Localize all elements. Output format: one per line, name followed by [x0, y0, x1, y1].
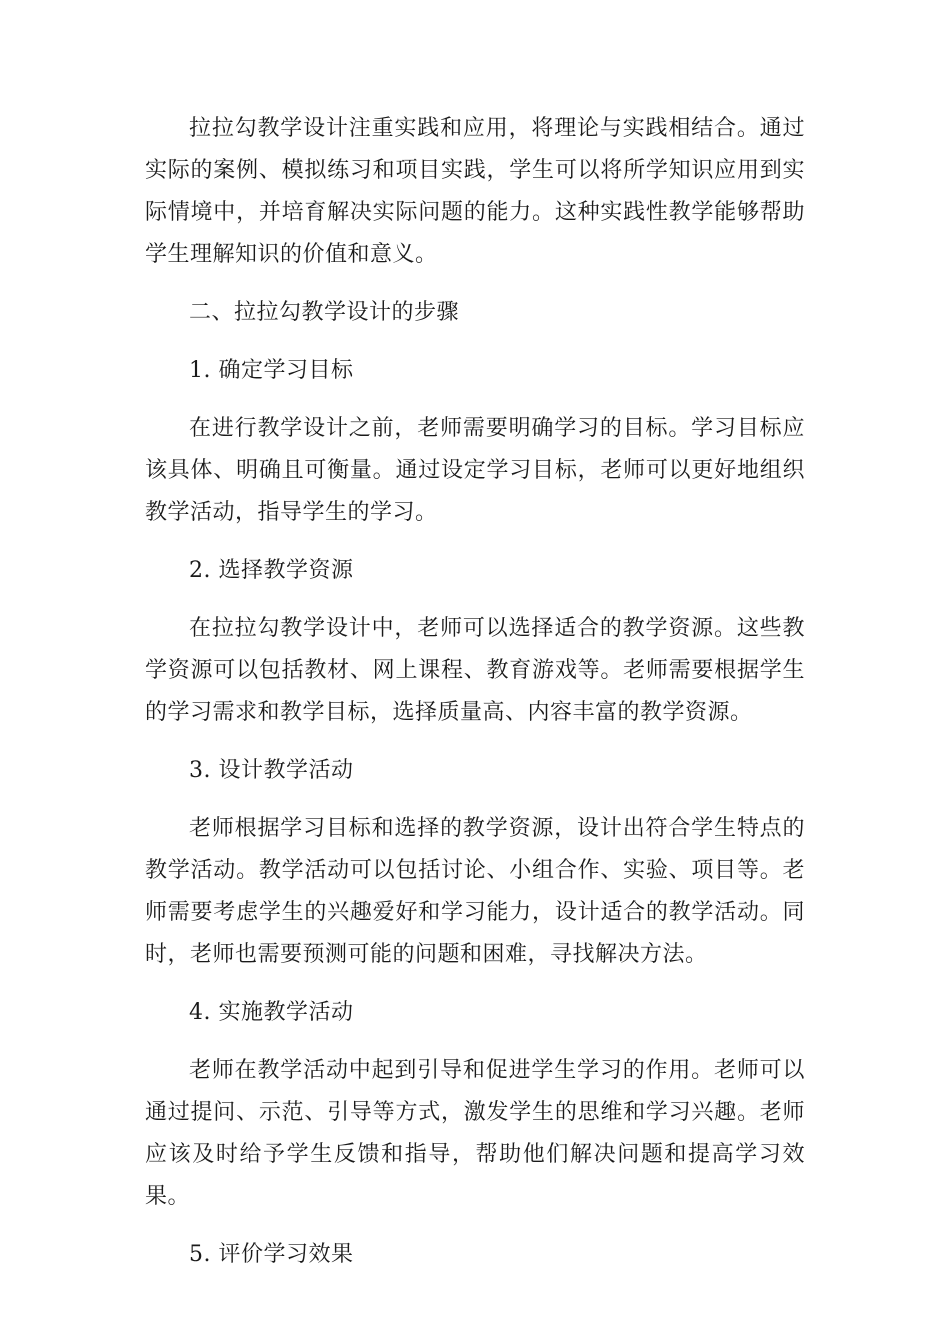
step-4-heading: 4. 实施教学活动 [189, 1000, 354, 1025]
section-heading: 二、拉拉勾教学设计的步骤 [189, 300, 460, 325]
step-2-heading: 2. 选择教学资源 [189, 558, 354, 583]
step-4-paragraph: 老师在教学活动中起到引导和促进学生学习的作用。老师可以通过提问、示范、引导等方式，激发学生的思维和学习兴趣。老师应该及时给予学生反馈和指导，帮助他们解决问题和提高学习效果。 [145, 1058, 805, 1209]
document-body [145, 108, 805, 1292]
step-3-paragraph: 老师根据学习目标和选择的教学资源，设计出符合学生特点的教学活动。教学活动可以包括讨论、小组合作、实验、项目等。老师需要考虑学生的兴趣爱好和学习能力，设计适合的教学活动。同时，老师也需要预测可能的问题和困难，寻找解决方法。 [145, 816, 805, 967]
step-3-heading: 3. 设计教学活动 [189, 758, 354, 783]
step-1-paragraph: 在进行教学设计之前，老师需要明确学习的目标。学习目标应该具体、明确且可衡量。通过设定学习目标，老师可以更好地组织教学活动，指导学生的学习。 [145, 416, 805, 525]
step-1-heading: 1. 确定学习目标 [189, 358, 354, 383]
intro-paragraph: 拉拉勾教学设计注重实践和应用，将理论与实践相结合。通过实际的案例、模拟练习和项目实践，学生可以将所学知识应用到实际情境中，并培育解决实际问题的能力。这种实践性教学能够帮助学生理解知识的价值和意义。 [145, 116, 805, 267]
step-5-heading: 5. 评价学习效果 [189, 1242, 354, 1267]
step-2-paragraph: 在拉拉勾教学设计中，老师可以选择适合的教学资源。这些教学资源可以包括教材、网上课程、教育游戏等。老师需要根据学生的学习需求和教学目标，选择质量高、内容丰富的教学资源。 [145, 616, 805, 725]
